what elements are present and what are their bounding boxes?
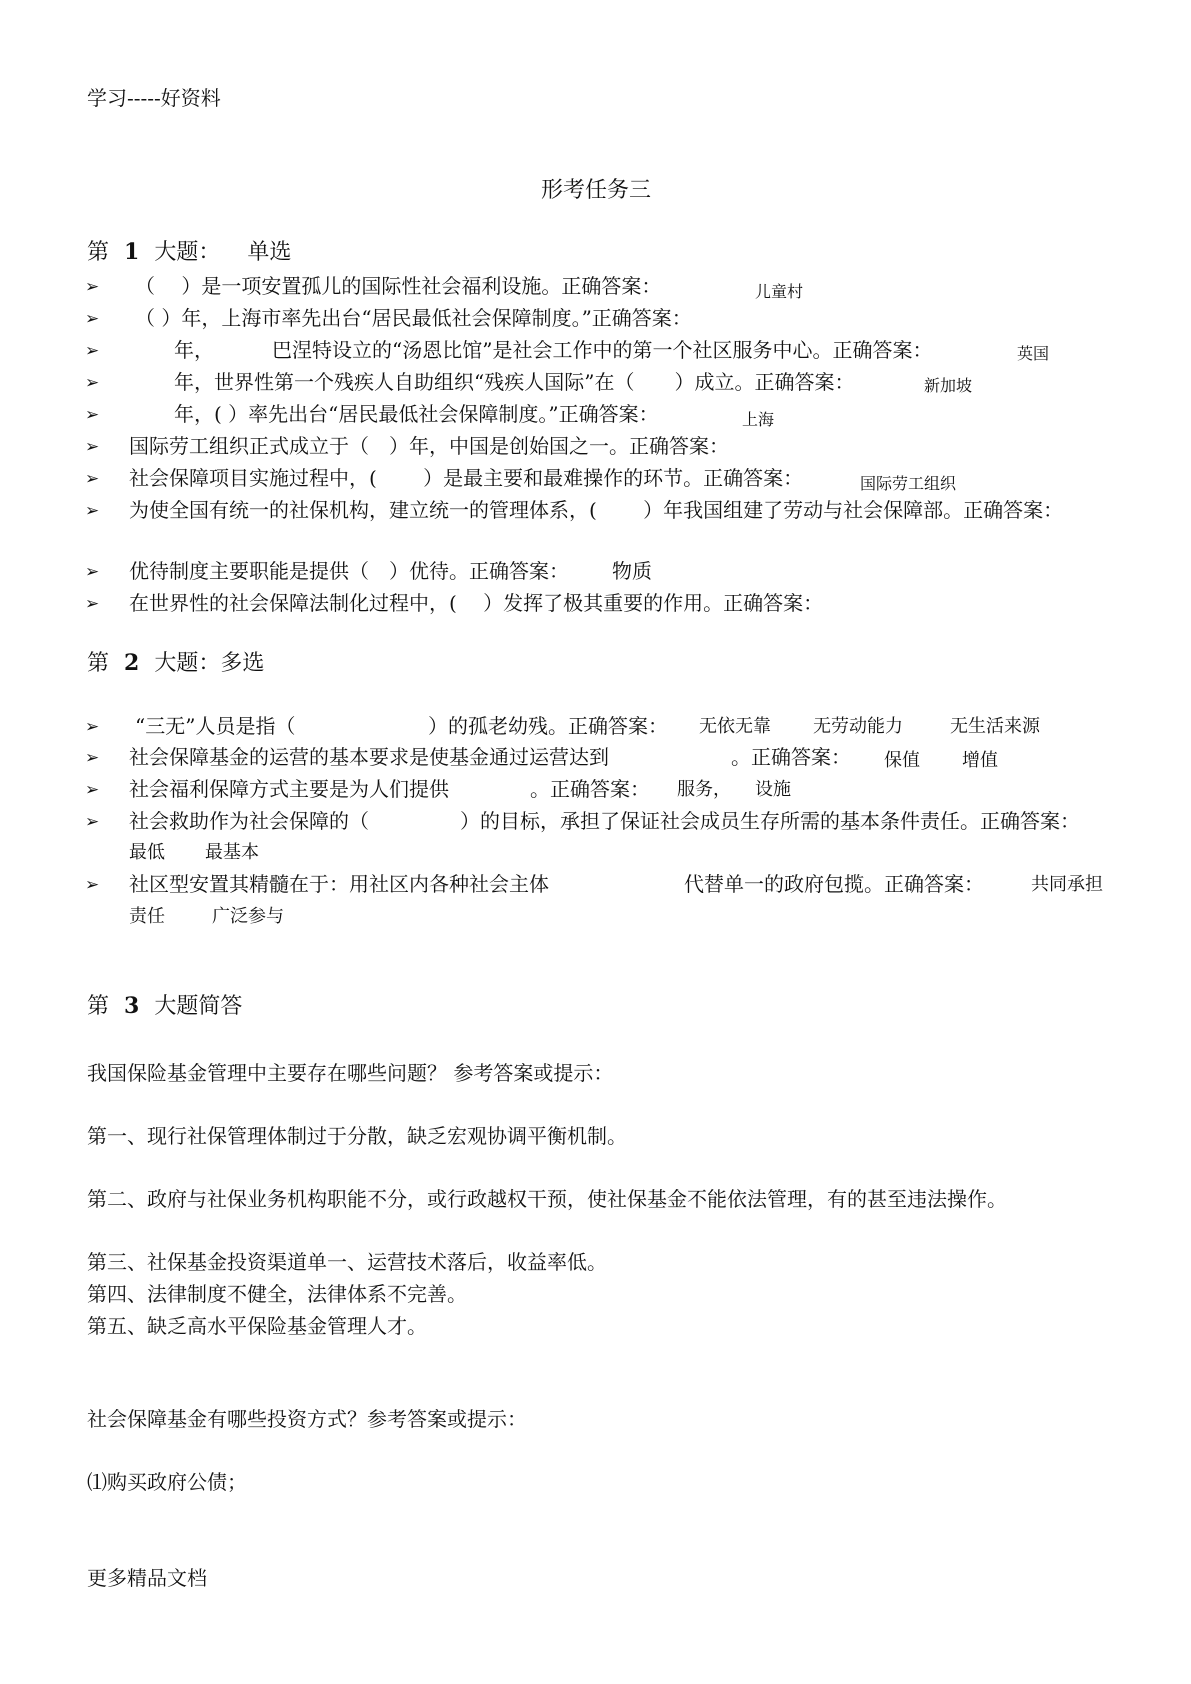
bullet-icon: ➢ — [85, 562, 100, 582]
question-text-cont: 巴涅特设立的“汤恩比馆”是社会工作中的第一个社区服务中心。正确答案： — [272, 338, 933, 362]
answer-text: 保值 — [884, 750, 920, 771]
answer-text: 设施 — [755, 779, 791, 800]
question-text-cont: 。正确答案： — [731, 745, 851, 769]
page-title: 形考任务三 — [541, 178, 652, 203]
bullet-icon: ➢ — [85, 277, 100, 297]
answer-text: 新加坡 — [924, 376, 973, 395]
section-2-suffix: 大题：多选 — [154, 651, 265, 676]
answer-text: 儿童村 — [755, 282, 804, 301]
section-1-heading — [87, 239, 291, 266]
answer-text: 上海 — [742, 410, 775, 429]
answer-text: 共同承担 — [1031, 874, 1103, 895]
answer-text: 广泛参与 — [212, 906, 284, 927]
answer-text: 责任 — [129, 906, 165, 927]
question-text: 为使全国有统一的社保机构，建立统一的管理体系，( ）年我国组建了劳动与社会保障部。正确答案： — [129, 498, 1064, 522]
answer-text: 服务， — [677, 779, 731, 800]
answer-text: 最低 — [129, 842, 165, 863]
question-text-cont: 。正确答案： — [530, 777, 650, 801]
answer-text: 无生活来源 — [950, 716, 1040, 737]
question-text: 社区型安置其精髓在于：用社区内各种社会主体 — [129, 872, 549, 896]
section-3-number: 3 — [124, 993, 140, 1019]
question-text: 国际劳工组织正式成立于（ ）年，中国是创始国之一。正确答案： — [129, 434, 729, 458]
section-3-prefix: 第 — [87, 994, 110, 1019]
answer-paragraph: ⑴购买政府公债； — [87, 1470, 247, 1494]
question-text: 年，世界性第一个残疾人自助组织“残疾人国际”在（ ）成立。正确答案： — [174, 370, 855, 394]
answer-text: 无劳动能力 — [813, 716, 903, 737]
question-text: （ ）是一项安置孤儿的国际性社会福利设施。正确答案： — [135, 274, 662, 298]
question-text: 优待制度主要职能是提供（ ）优待。正确答案： — [129, 559, 569, 583]
bullet-icon: ➢ — [85, 437, 100, 457]
question-text: 社会保障基金的运营的基本要求是使基金通过运营达到 — [129, 745, 609, 769]
answer-paragraph: 第五、缺乏高水平保险基金管理人才。 — [87, 1314, 427, 1338]
question-text: 社会救助作为社会保障的（ — [129, 809, 369, 833]
answer-paragraph: 第二、政府与社保业务机构职能不分，或行政越权干预，使社保基金不能依法管理，有的甚至违法操作。 — [87, 1187, 1007, 1211]
answer-text: 英国 — [1017, 344, 1050, 363]
section-2-number: 2 — [124, 650, 140, 676]
bullet-icon: ➢ — [85, 812, 100, 832]
section-1-suffix: 大题： — [154, 240, 221, 265]
question-text: 我国保险基金管理中主要存在哪些问题？ 参考答案或提示： — [87, 1061, 614, 1085]
bullet-icon: ➢ — [85, 469, 100, 489]
question-text: 年， — [174, 338, 214, 362]
page-footer: 更多精品文档 — [87, 1566, 207, 1590]
bullet-icon: ➢ — [85, 594, 100, 614]
bullet-icon: ➢ — [85, 780, 100, 800]
answer-text: 增值 — [962, 750, 998, 771]
bullet-icon: ➢ — [85, 405, 100, 425]
bullet-icon: ➢ — [85, 373, 100, 393]
question-text-cont: ）的目标，承担了保证社会成员生存所需的基本条件责任。正确答案： — [460, 809, 1080, 833]
bullet-icon: ➢ — [85, 875, 100, 895]
section-2-heading — [87, 650, 264, 677]
bullet-icon: ➢ — [85, 748, 100, 768]
page-header: 学习-----好资料 — [87, 86, 221, 110]
answer-text: 国际劳工组织 — [860, 474, 957, 493]
bullet-icon: ➢ — [85, 501, 100, 521]
section-3-heading — [87, 993, 242, 1020]
bullet-icon: ➢ — [85, 309, 100, 329]
answer-text: 无依无靠 — [699, 716, 771, 737]
question-text: 社会福利保障方式主要是为人们提供 — [129, 777, 449, 801]
bullet-icon: ➢ — [85, 341, 100, 361]
question-text-cont: ）的孤老幼残。正确答案： — [428, 714, 668, 738]
question-text-cont: 代替单一的政府包揽。正确答案： — [684, 872, 984, 896]
question-text: 社会保障基金有哪些投资方式？参考答案或提示： — [87, 1407, 527, 1431]
question-text: 年，( ）率先出台“居民最低社会保障制度。”正确答案： — [174, 402, 659, 426]
answer-paragraph: 第一、现行社保管理体制过于分散，缺乏宏观协调平衡机制。 — [87, 1124, 627, 1148]
bullet-icon: ➢ — [85, 717, 100, 737]
section-1-prefix: 第 — [87, 240, 110, 265]
question-text: （ ）年，上海市率先出台“居民最低社会保障制度。”正确答案： — [135, 306, 692, 330]
answer-text: 物质 — [612, 559, 652, 583]
question-text: 社会保障项目实施过程中，( ）是最主要和最难操作的环节。正确答案： — [129, 466, 804, 490]
question-text: “三无”人员是指（ — [135, 714, 296, 738]
answer-paragraph: 第三、社保基金投资渠道单一、运营技术落后，收益率低。 — [87, 1250, 607, 1274]
question-text: 在世界性的社会保障法制化过程中，( ）发挥了极其重要的作用。正确答案： — [129, 591, 824, 615]
section-1-number: 1 — [124, 239, 140, 265]
section-2-prefix: 第 — [87, 651, 110, 676]
section-3-suffix: 大题简答 — [154, 994, 243, 1019]
answer-text: 最基本 — [205, 842, 259, 863]
section-1-label: 单选 — [247, 240, 292, 265]
answer-paragraph: 第四、法律制度不健全，法律体系不完善。 — [87, 1282, 467, 1306]
